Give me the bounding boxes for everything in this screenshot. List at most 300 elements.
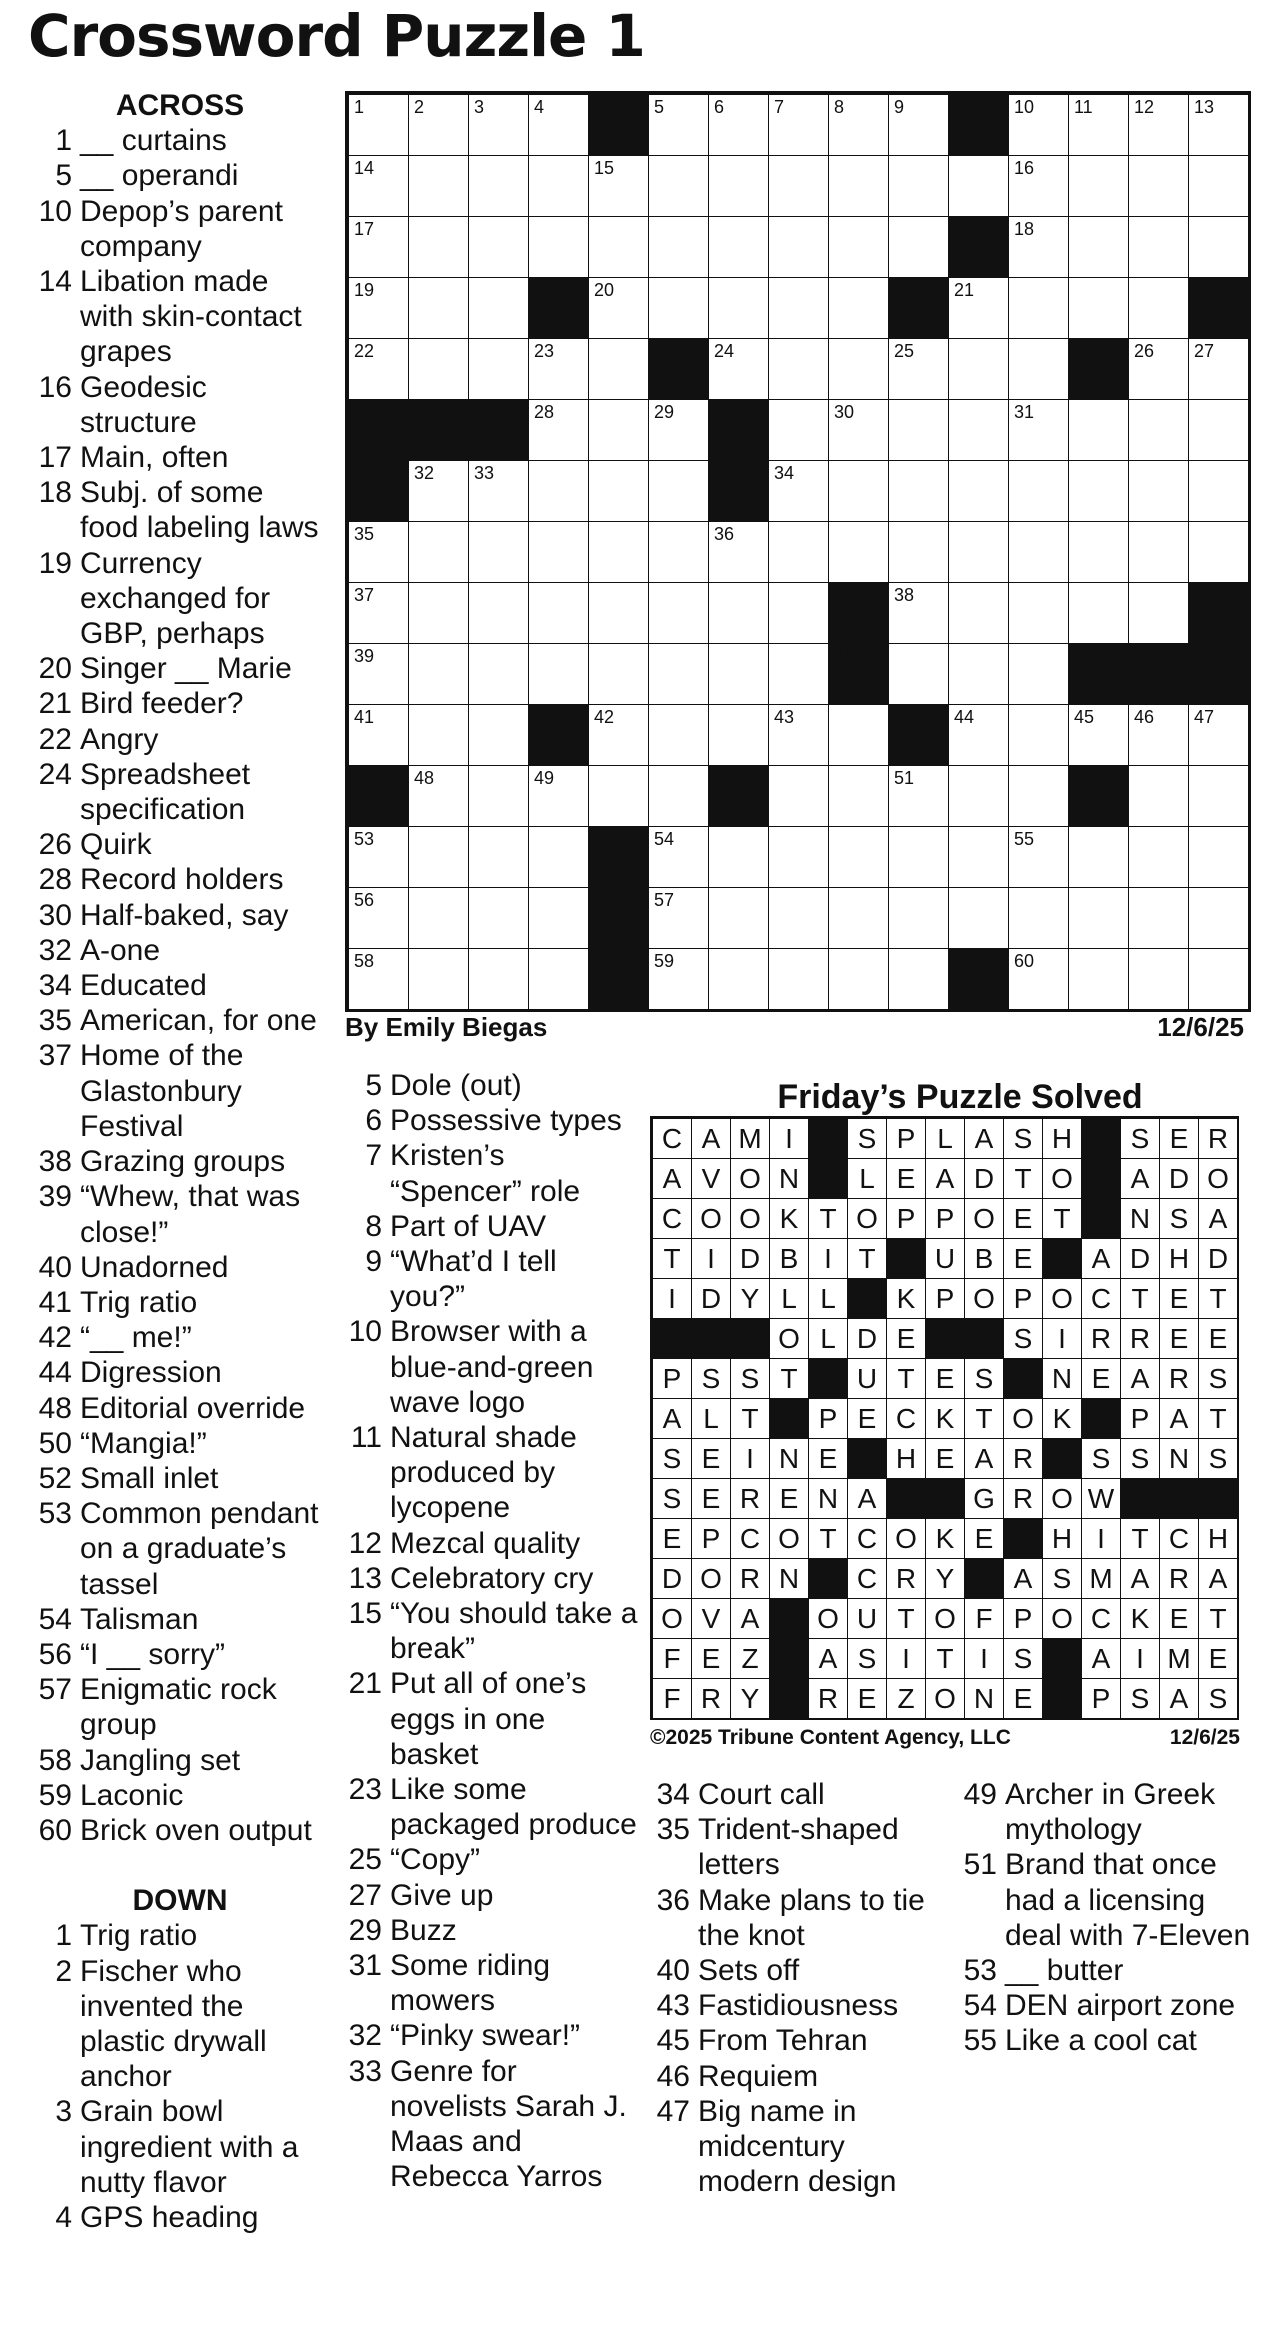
- grid-cell: [886, 1558, 926, 1599]
- cell-letter: O: [661, 1602, 683, 1634]
- grid-cell: [925, 1398, 965, 1439]
- grid-cell: [769, 1358, 809, 1399]
- cell-letter: T: [819, 1522, 837, 1554]
- black-square: [1120, 1478, 1160, 1519]
- grid-cell: [708, 277, 769, 339]
- grid-cell: [847, 1638, 887, 1679]
- grid-cell: [1188, 765, 1249, 827]
- grid-cell: [652, 1278, 692, 1319]
- grid-cell: [1003, 1318, 1043, 1359]
- clue-number: 11: [350, 1421, 382, 1455]
- grid-cell: [648, 887, 709, 949]
- clue-text: Kristen’s “Spencer” role: [390, 1139, 581, 1208]
- cell-letter: H: [895, 1442, 917, 1474]
- cell-number: 53: [354, 829, 375, 849]
- grid-cell: [468, 826, 529, 888]
- grid-cell: [528, 948, 589, 1010]
- clue-text: Unadorned: [80, 1250, 229, 1284]
- clue-number: 58: [38, 1743, 72, 1777]
- cell-letter: O: [700, 1562, 722, 1594]
- down-clue-1: [30, 1918, 330, 1953]
- clue-number: 24: [38, 757, 72, 791]
- black-square: [1081, 1158, 1121, 1199]
- clue-number: 13: [348, 1561, 382, 1595]
- grid-cell: [708, 338, 769, 400]
- grid-cell: [348, 704, 409, 766]
- cell-letter: E: [1091, 1362, 1111, 1394]
- clue-number: 34: [656, 1778, 690, 1811]
- grid-cell: [588, 521, 649, 583]
- clue-text: Jangling set: [80, 1743, 241, 1777]
- cell-letter: A: [1169, 1402, 1189, 1434]
- clue-text: Subj. of some food labeling laws: [80, 476, 319, 545]
- cell-number: 50: [714, 768, 735, 788]
- across-header: ACROSS: [115, 89, 245, 122]
- clue-text: Angry: [80, 722, 159, 756]
- cell-number: 45: [1074, 707, 1095, 727]
- grid-cell: [1008, 765, 1069, 827]
- cell-number: 37: [354, 585, 375, 605]
- cell-letter: I: [1136, 1642, 1144, 1674]
- clue-number: 39: [38, 1180, 72, 1214]
- cell-number: 44: [954, 707, 975, 727]
- black-square: [588, 948, 649, 1010]
- grid-cell: [588, 582, 649, 644]
- cell-number: 10: [1014, 97, 1035, 117]
- grid-cell: [768, 155, 829, 217]
- across-clue-14: [30, 264, 330, 370]
- black-square: [1042, 1678, 1082, 1719]
- cell-letter: O: [973, 1282, 995, 1314]
- clue-text: “__ me!”: [80, 1321, 192, 1355]
- cell-number: 25: [894, 341, 915, 361]
- clue-number: 43: [656, 1989, 690, 2023]
- cell-letter: E: [1169, 1602, 1189, 1634]
- grid-cell: [730, 1118, 770, 1159]
- cell-number: 39: [354, 646, 375, 666]
- grid-cell: [691, 1478, 731, 1519]
- grid-cell: [768, 826, 829, 888]
- clue-text: Possessive types: [390, 1104, 622, 1138]
- cell-letter: S: [662, 1442, 682, 1474]
- cell-letter: P: [662, 1362, 682, 1394]
- cell-number: 36: [714, 524, 735, 544]
- cell-letter: C: [1168, 1522, 1190, 1554]
- grid-cell: [888, 94, 949, 156]
- cell-number: 5: [654, 97, 665, 117]
- grid-cell: [528, 338, 589, 400]
- clue-number: 16: [38, 370, 72, 404]
- grid-cell: [1188, 399, 1249, 461]
- cell-number: 3: [474, 97, 485, 117]
- grid-cell: [468, 521, 529, 583]
- down-clue-2: [30, 1954, 330, 2095]
- black-square: [588, 887, 649, 949]
- clue-text: “Whew, that was close!”: [80, 1180, 301, 1249]
- clue-text: Browser with a blue-and-green wave logo: [390, 1315, 594, 1419]
- grid-cell: [691, 1358, 731, 1399]
- clue-text: Depop’s parent company: [80, 194, 283, 263]
- cell-letter: O: [700, 1202, 722, 1234]
- grid-cell: [886, 1118, 926, 1159]
- down-clue-15: [340, 1596, 640, 1666]
- cell-number: 34: [774, 463, 795, 483]
- grid-cell: [964, 1518, 1004, 1559]
- clue-text: Geodesic structure: [80, 370, 207, 439]
- black-square: [468, 399, 529, 461]
- grid-cell: [588, 216, 649, 278]
- cell-number: 2: [414, 97, 425, 117]
- grid-cell: [408, 277, 469, 339]
- grid-cell: [948, 582, 1009, 644]
- clue-text: “You should take a break”: [390, 1597, 638, 1666]
- black-square: [808, 1358, 848, 1399]
- cell-number: 43: [774, 707, 795, 727]
- clue-text: Make plans to tie the knot: [698, 1883, 925, 1952]
- grid-cell: [588, 765, 649, 827]
- clue-number: 42: [38, 1321, 72, 1355]
- grid-cell: [828, 948, 889, 1010]
- across-clue-39: [30, 1179, 330, 1249]
- across-clue-48: [30, 1391, 330, 1426]
- cell-letter: O: [895, 1522, 917, 1554]
- grid-cell: [828, 521, 889, 583]
- clue-text: Record holders: [80, 863, 284, 897]
- cell-number: 57: [654, 890, 675, 910]
- cell-letter: A: [974, 1442, 994, 1474]
- clue-number: 4: [55, 2200, 72, 2234]
- black-square: [948, 216, 1009, 278]
- cell-letter: U: [856, 1362, 878, 1394]
- clue-number: 37: [38, 1039, 72, 1073]
- down-clue-35: [648, 1812, 948, 1882]
- grid-cell: [408, 155, 469, 217]
- grid-cell: [964, 1118, 1004, 1159]
- grid-cell: [964, 1158, 1004, 1199]
- black-square: [1003, 1358, 1043, 1399]
- grid-cell: [1008, 338, 1069, 400]
- grid-cell: [408, 216, 469, 278]
- across-clue-28: [30, 862, 330, 897]
- cell-letter: E: [662, 1522, 682, 1554]
- cell-number: 9: [894, 97, 905, 117]
- cell-letter: T: [780, 1362, 798, 1394]
- grid-cell: [1068, 460, 1129, 522]
- cell-letter: P: [935, 1202, 955, 1234]
- grid-cell: [348, 277, 409, 339]
- grid-cell: [1120, 1678, 1160, 1719]
- solution-grid: [650, 1116, 1239, 1720]
- grid-cell: [730, 1678, 770, 1719]
- grid-cell: [925, 1558, 965, 1599]
- grid-cell: [1120, 1398, 1160, 1439]
- cell-letter: N: [973, 1682, 995, 1714]
- black-square: [648, 338, 709, 400]
- cell-letter: I: [746, 1442, 754, 1474]
- grid-cell: [1042, 1118, 1082, 1159]
- grid-cell: [828, 399, 889, 461]
- grid-cell: [691, 1198, 731, 1239]
- grid-cell: [1188, 948, 1249, 1010]
- black-square: [1188, 582, 1249, 644]
- cell-letter: E: [974, 1522, 994, 1554]
- cell-letter: A: [662, 1162, 682, 1194]
- grid-cell: [1068, 704, 1129, 766]
- grid-cell: [925, 1198, 965, 1239]
- grid-cell: [886, 1678, 926, 1719]
- clue-number: 9: [365, 1245, 382, 1279]
- across-clue-20: [30, 651, 330, 686]
- cell-letter: A: [1130, 1562, 1150, 1594]
- grid-cell: [808, 1238, 848, 1279]
- cell-letter: A: [1013, 1562, 1033, 1594]
- grid-cell: [708, 155, 769, 217]
- down-clues-col4: [955, 1777, 1255, 2059]
- clue-number: 41: [38, 1285, 72, 1319]
- grid-cell: [1159, 1318, 1199, 1359]
- grid-cell: [588, 277, 649, 339]
- cell-letter: E: [857, 1402, 877, 1434]
- grid-cell: [1120, 1598, 1160, 1639]
- clue-text: Digression: [80, 1356, 222, 1390]
- cell-letter: K: [1130, 1602, 1150, 1634]
- cell-letter: L: [820, 1282, 836, 1314]
- clue-number: 57: [38, 1673, 72, 1707]
- grid-cell: [888, 338, 949, 400]
- clue-text: Laconic: [80, 1778, 184, 1812]
- cell-letter: R: [1207, 1122, 1229, 1154]
- grid-cell: [468, 277, 529, 339]
- cell-letter: E: [935, 1442, 955, 1474]
- grid-cell: [348, 887, 409, 949]
- clue-number: 40: [38, 1250, 72, 1284]
- grid-cell: [1120, 1118, 1160, 1159]
- grid-cell: [828, 460, 889, 522]
- cell-letter: D: [1168, 1162, 1190, 1194]
- black-square: [1003, 1518, 1043, 1559]
- cell-letter: L: [937, 1122, 953, 1154]
- down-clue-54: [955, 1988, 1255, 2023]
- grid-cell: [888, 521, 949, 583]
- cell-letter: V: [701, 1162, 721, 1194]
- black-square: [808, 1118, 848, 1159]
- grid-cell: [648, 582, 709, 644]
- clue-text: “Pinky swear!”: [390, 2019, 581, 2053]
- grid-cell: [1188, 460, 1249, 522]
- grid-cell: [1159, 1158, 1199, 1199]
- cell-letter: F: [663, 1642, 681, 1674]
- grid-cell: [948, 826, 1009, 888]
- grid-cell: [708, 643, 769, 705]
- grid-cell: [708, 887, 769, 949]
- grid-cell: [769, 1318, 809, 1359]
- cell-letter: R: [1129, 1322, 1151, 1354]
- down-clue-8: [340, 1209, 640, 1244]
- black-square: [348, 460, 409, 522]
- grid-cell: [808, 1398, 848, 1439]
- grid-cell: [1198, 1118, 1238, 1159]
- cell-letter: E: [1169, 1122, 1189, 1154]
- cell-number: 41: [354, 707, 375, 727]
- grid-cell: [691, 1518, 731, 1559]
- clue-text: GPS heading: [80, 2200, 259, 2234]
- cell-letter: F: [975, 1602, 993, 1634]
- grid-cell: [828, 277, 889, 339]
- grid-cell: [925, 1438, 965, 1479]
- cell-letter: T: [858, 1242, 876, 1274]
- black-square: [652, 1318, 692, 1359]
- grid-cell: [348, 338, 409, 400]
- byline: By Emily Biegas: [345, 1012, 548, 1042]
- clue-number: 53: [38, 1497, 72, 1531]
- grid-cell: [468, 94, 529, 156]
- grid-cell: [948, 521, 1009, 583]
- clue-number: 18: [38, 476, 72, 510]
- cell-letter: S: [701, 1362, 721, 1394]
- black-square: [708, 460, 769, 522]
- cell-letter: E: [935, 1362, 955, 1394]
- clue-text: “I __ sorry”: [80, 1637, 226, 1671]
- down-clue-3: [30, 2094, 330, 2200]
- cell-letter: E: [1169, 1282, 1189, 1314]
- cell-letter: N: [1051, 1362, 1073, 1394]
- black-square: [348, 399, 409, 461]
- clue-number: 2: [55, 1954, 72, 1988]
- cell-letter: T: [663, 1242, 681, 1274]
- grid-cell: [408, 704, 469, 766]
- clue-text: A-one: [80, 933, 161, 967]
- grid-cell: [1068, 948, 1129, 1010]
- grid-cell: [1198, 1278, 1238, 1319]
- across-clue-18: [30, 475, 330, 545]
- cell-number: 28: [534, 402, 555, 422]
- cell-number: 40: [834, 646, 855, 666]
- grid-cell: [652, 1118, 692, 1159]
- cell-letter: K: [896, 1282, 916, 1314]
- cell-letter: E: [1013, 1242, 1033, 1274]
- grid-cell: [886, 1638, 926, 1679]
- grid-cell: [888, 826, 949, 888]
- down-clue-6: [340, 1103, 640, 1138]
- grid-cell: [769, 1238, 809, 1279]
- cell-number: 19: [354, 280, 375, 300]
- cell-number: 6: [714, 97, 725, 117]
- grid-cell: [1042, 1158, 1082, 1199]
- clue-text: Big name in midcentury modern design: [698, 2094, 897, 2199]
- grid-cell: [769, 1558, 809, 1599]
- cell-letter: N: [778, 1162, 800, 1194]
- grid-cell: [730, 1438, 770, 1479]
- grid-cell: [408, 765, 469, 827]
- grid-cell: [768, 643, 829, 705]
- grid-cell: [708, 948, 769, 1010]
- grid-cell: [588, 460, 649, 522]
- across-clue-24: [30, 757, 330, 827]
- grid-cell: [828, 94, 889, 156]
- cell-number: 55: [1014, 829, 1035, 849]
- cell-letter: E: [1013, 1682, 1033, 1714]
- grid-cell: [769, 1438, 809, 1479]
- clue-text: __ operandi: [80, 159, 239, 193]
- grid-cell: [1003, 1478, 1043, 1519]
- clue-text: Fastidiousness: [698, 1989, 899, 2023]
- grid-cell: [886, 1278, 926, 1319]
- cell-number: 21: [954, 280, 975, 300]
- grid-cell: [886, 1358, 926, 1399]
- cell-letter: C: [661, 1122, 683, 1154]
- clue-text: Trig ratio: [80, 1285, 198, 1319]
- cell-letter: Z: [741, 1642, 759, 1674]
- grid-cell: [348, 521, 409, 583]
- cell-letter: A: [1130, 1162, 1150, 1194]
- grid-cell: [1188, 521, 1249, 583]
- cell-number: 4: [534, 97, 545, 117]
- grid-cell: [948, 643, 1009, 705]
- clue-number: 26: [38, 828, 72, 862]
- cell-letter: N: [1129, 1202, 1151, 1234]
- grid-cell: [847, 1598, 887, 1639]
- cell-letter: R: [1012, 1482, 1034, 1514]
- cell-letter: A: [1208, 1202, 1228, 1234]
- cell-letter: L: [703, 1402, 719, 1434]
- clue-text: Dole (out): [390, 1069, 522, 1102]
- grid-cell: [1068, 826, 1129, 888]
- grid-cell: [652, 1198, 692, 1239]
- grid-cell: [847, 1198, 887, 1239]
- grid-cell: [408, 582, 469, 644]
- clue-text: Trig ratio: [80, 1919, 198, 1953]
- grid-cell: [1042, 1398, 1082, 1439]
- down-clue-40: [648, 1953, 948, 1988]
- grid-cell: [1042, 1278, 1082, 1319]
- grid-cell: [888, 948, 949, 1010]
- grid-cell: [925, 1598, 965, 1639]
- across-clue-59: [30, 1778, 330, 1813]
- grid-cell: [1042, 1478, 1082, 1519]
- grid-cell: [1003, 1638, 1043, 1679]
- cell-number: 8: [834, 97, 845, 117]
- cell-letter: A: [701, 1122, 721, 1154]
- down-clue-51: [955, 1847, 1255, 1953]
- grid-cell: [348, 582, 409, 644]
- grid-cell: [1128, 948, 1189, 1010]
- cell-letter: O: [1012, 1402, 1034, 1434]
- cell-letter: I: [1097, 1522, 1105, 1554]
- black-square: [964, 1318, 1004, 1359]
- clue-text: Give up: [390, 1878, 494, 1912]
- grid-cell: [691, 1678, 731, 1719]
- grid-cell: [468, 155, 529, 217]
- cell-letter: S: [857, 1642, 877, 1674]
- cell-letter: I: [668, 1282, 676, 1314]
- grid-cell: [528, 521, 589, 583]
- down-clue-46: [648, 2059, 948, 2094]
- grid-cell: [1081, 1358, 1121, 1399]
- grid-cell: [730, 1518, 770, 1559]
- grid-cell: [964, 1278, 1004, 1319]
- down-clue-12: [340, 1526, 640, 1561]
- grid-cell: [808, 1638, 848, 1679]
- grid-cell: [1120, 1518, 1160, 1559]
- grid-cell: [1003, 1438, 1043, 1479]
- grid-cell: [1198, 1198, 1238, 1239]
- grid-cell: [648, 521, 709, 583]
- grid-cell: [828, 216, 889, 278]
- down-clues-col2: [340, 1068, 640, 2195]
- clue-number: 22: [38, 722, 72, 756]
- cell-letter: E: [701, 1642, 721, 1674]
- across-clue-5: [30, 158, 330, 193]
